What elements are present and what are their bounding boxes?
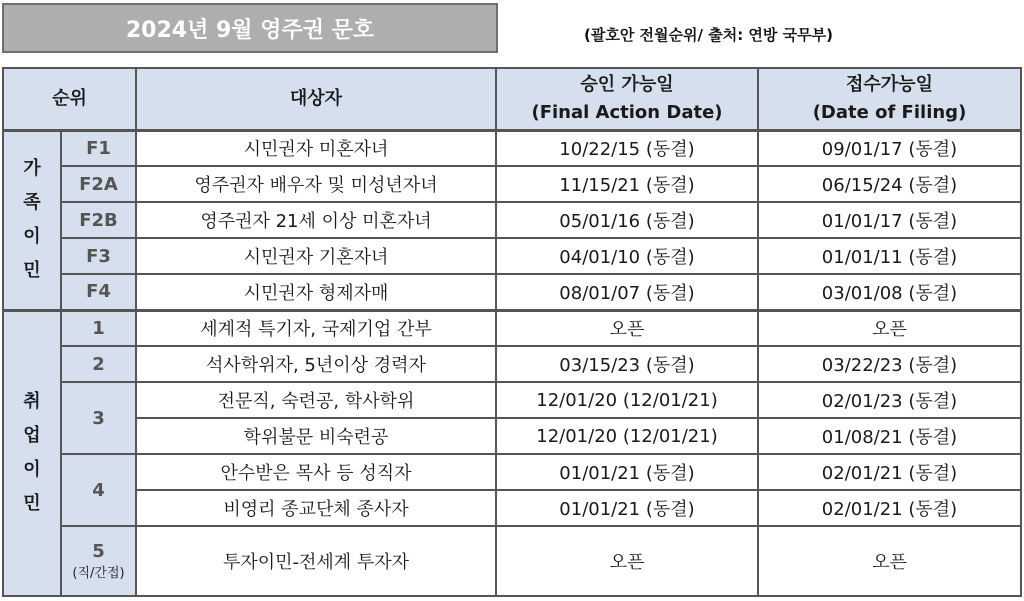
target-desc: 비영리 종교단체 종사자 [136,490,496,526]
page-title: 2024년 9월 영주권 문호 [125,17,375,43]
rank-code-5: 5 [92,541,105,562]
table-row [3,526,1021,596]
header-row [3,68,1021,130]
header-target: 대상자 [136,68,496,130]
title-banner [2,3,498,53]
final-action-date: 11/15/21 (동결) [496,166,758,202]
target-desc: 학위불문 비숙련공 [136,418,496,454]
family-group-text: 가 족 이 민 [23,158,41,281]
rank-code: F4 [61,274,136,310]
table-row [3,346,1021,382]
final-action-date: 12/01/20 (12/01/21) [496,382,758,418]
header-dof-line2: (Date of Filing) [812,101,967,123]
table-row [3,310,1021,346]
date-of-filing: 01/01/17 (동결) [758,202,1021,238]
target-desc: 시민권자 미혼자녀 [136,130,496,166]
final-action-date: 12/01/20 (12/01/21) [496,418,758,454]
header-final-action-date [496,68,758,130]
table-row [3,202,1021,238]
header-date-of-filing [758,68,1021,130]
target-desc: 시민권자 형제자매 [136,274,496,310]
final-action-date: 오픈 [496,526,758,596]
final-action-date: 01/01/21 (동결) [496,454,758,490]
target-desc: 안수받은 목사 등 성직자 [136,454,496,490]
source-note: (괄호안 전월순위/ 출처: 연방 국무부) [584,26,833,44]
date-of-filing: 03/22/23 (동결) [758,346,1021,382]
date-of-filing: 01/01/11 (동결) [758,238,1021,274]
header-dof-line1: 접수가능일 [846,73,933,95]
date-of-filing: 06/15/24 (동결) [758,166,1021,202]
rank-code: 2 [61,346,136,382]
table-row [3,382,1021,418]
table-row [3,130,1021,166]
employment-group-text: 취 업 이 민 [23,391,41,515]
target-desc: 투자이민-전세계 투자자 [136,526,496,596]
visa-bulletin-table [2,67,1022,597]
date-of-filing: 02/01/21 (동결) [758,490,1021,526]
date-of-filing: 오픈 [758,526,1021,596]
final-action-date: 03/15/23 (동결) [496,346,758,382]
target-desc: 영주권자 21세 이상 미혼자녀 [136,202,496,238]
final-action-date: 05/01/16 (동결) [496,202,758,238]
date-of-filing: 02/01/23 (동결) [758,382,1021,418]
family-group-label [3,130,61,310]
rank-code: 4 [61,454,136,526]
rank-code: F3 [61,238,136,274]
rank-code-5-sub: (직/간접) [72,566,125,581]
date-of-filing: 오픈 [758,310,1021,346]
final-action-date: 01/01/21 (동결) [496,490,758,526]
table-row [3,454,1021,490]
date-of-filing: 01/08/21 (동결) [758,418,1021,454]
table-row [3,274,1021,310]
table-row [3,418,1021,454]
final-action-date: 04/01/10 (동결) [496,238,758,274]
header-fad-line2: (Final Action Date) [531,101,723,123]
final-action-date: 10/22/15 (동결) [496,130,758,166]
target-desc: 영주권자 배우자 및 미성년자녀 [136,166,496,202]
rank-code: F1 [61,130,136,166]
header-rank: 순위 [3,68,136,130]
date-of-filing: 09/01/17 (동결) [758,130,1021,166]
target-desc: 시민권자 기혼자녀 [136,238,496,274]
employment-group-label [3,310,61,596]
target-desc: 전문직, 숙련공, 학사학위 [136,382,496,418]
table-row [3,166,1021,202]
target-desc: 석사학위자, 5년이상 경력자 [136,346,496,382]
target-desc: 세계적 특기자, 국제기업 간부 [136,310,496,346]
date-of-filing: 02/01/21 (동결) [758,454,1021,490]
header-fad-line1: 승인 가능일 [580,73,674,95]
rank-code: F2A [61,166,136,202]
final-action-date: 오픈 [496,310,758,346]
table-row [3,490,1021,526]
final-action-date: 08/01/07 (동결) [496,274,758,310]
date-of-filing: 03/01/08 (동결) [758,274,1021,310]
rank-code [61,526,136,596]
rank-code: 3 [61,382,136,454]
rank-code: 1 [61,310,136,346]
rank-code: F2B [61,202,136,238]
table-row [3,238,1021,274]
